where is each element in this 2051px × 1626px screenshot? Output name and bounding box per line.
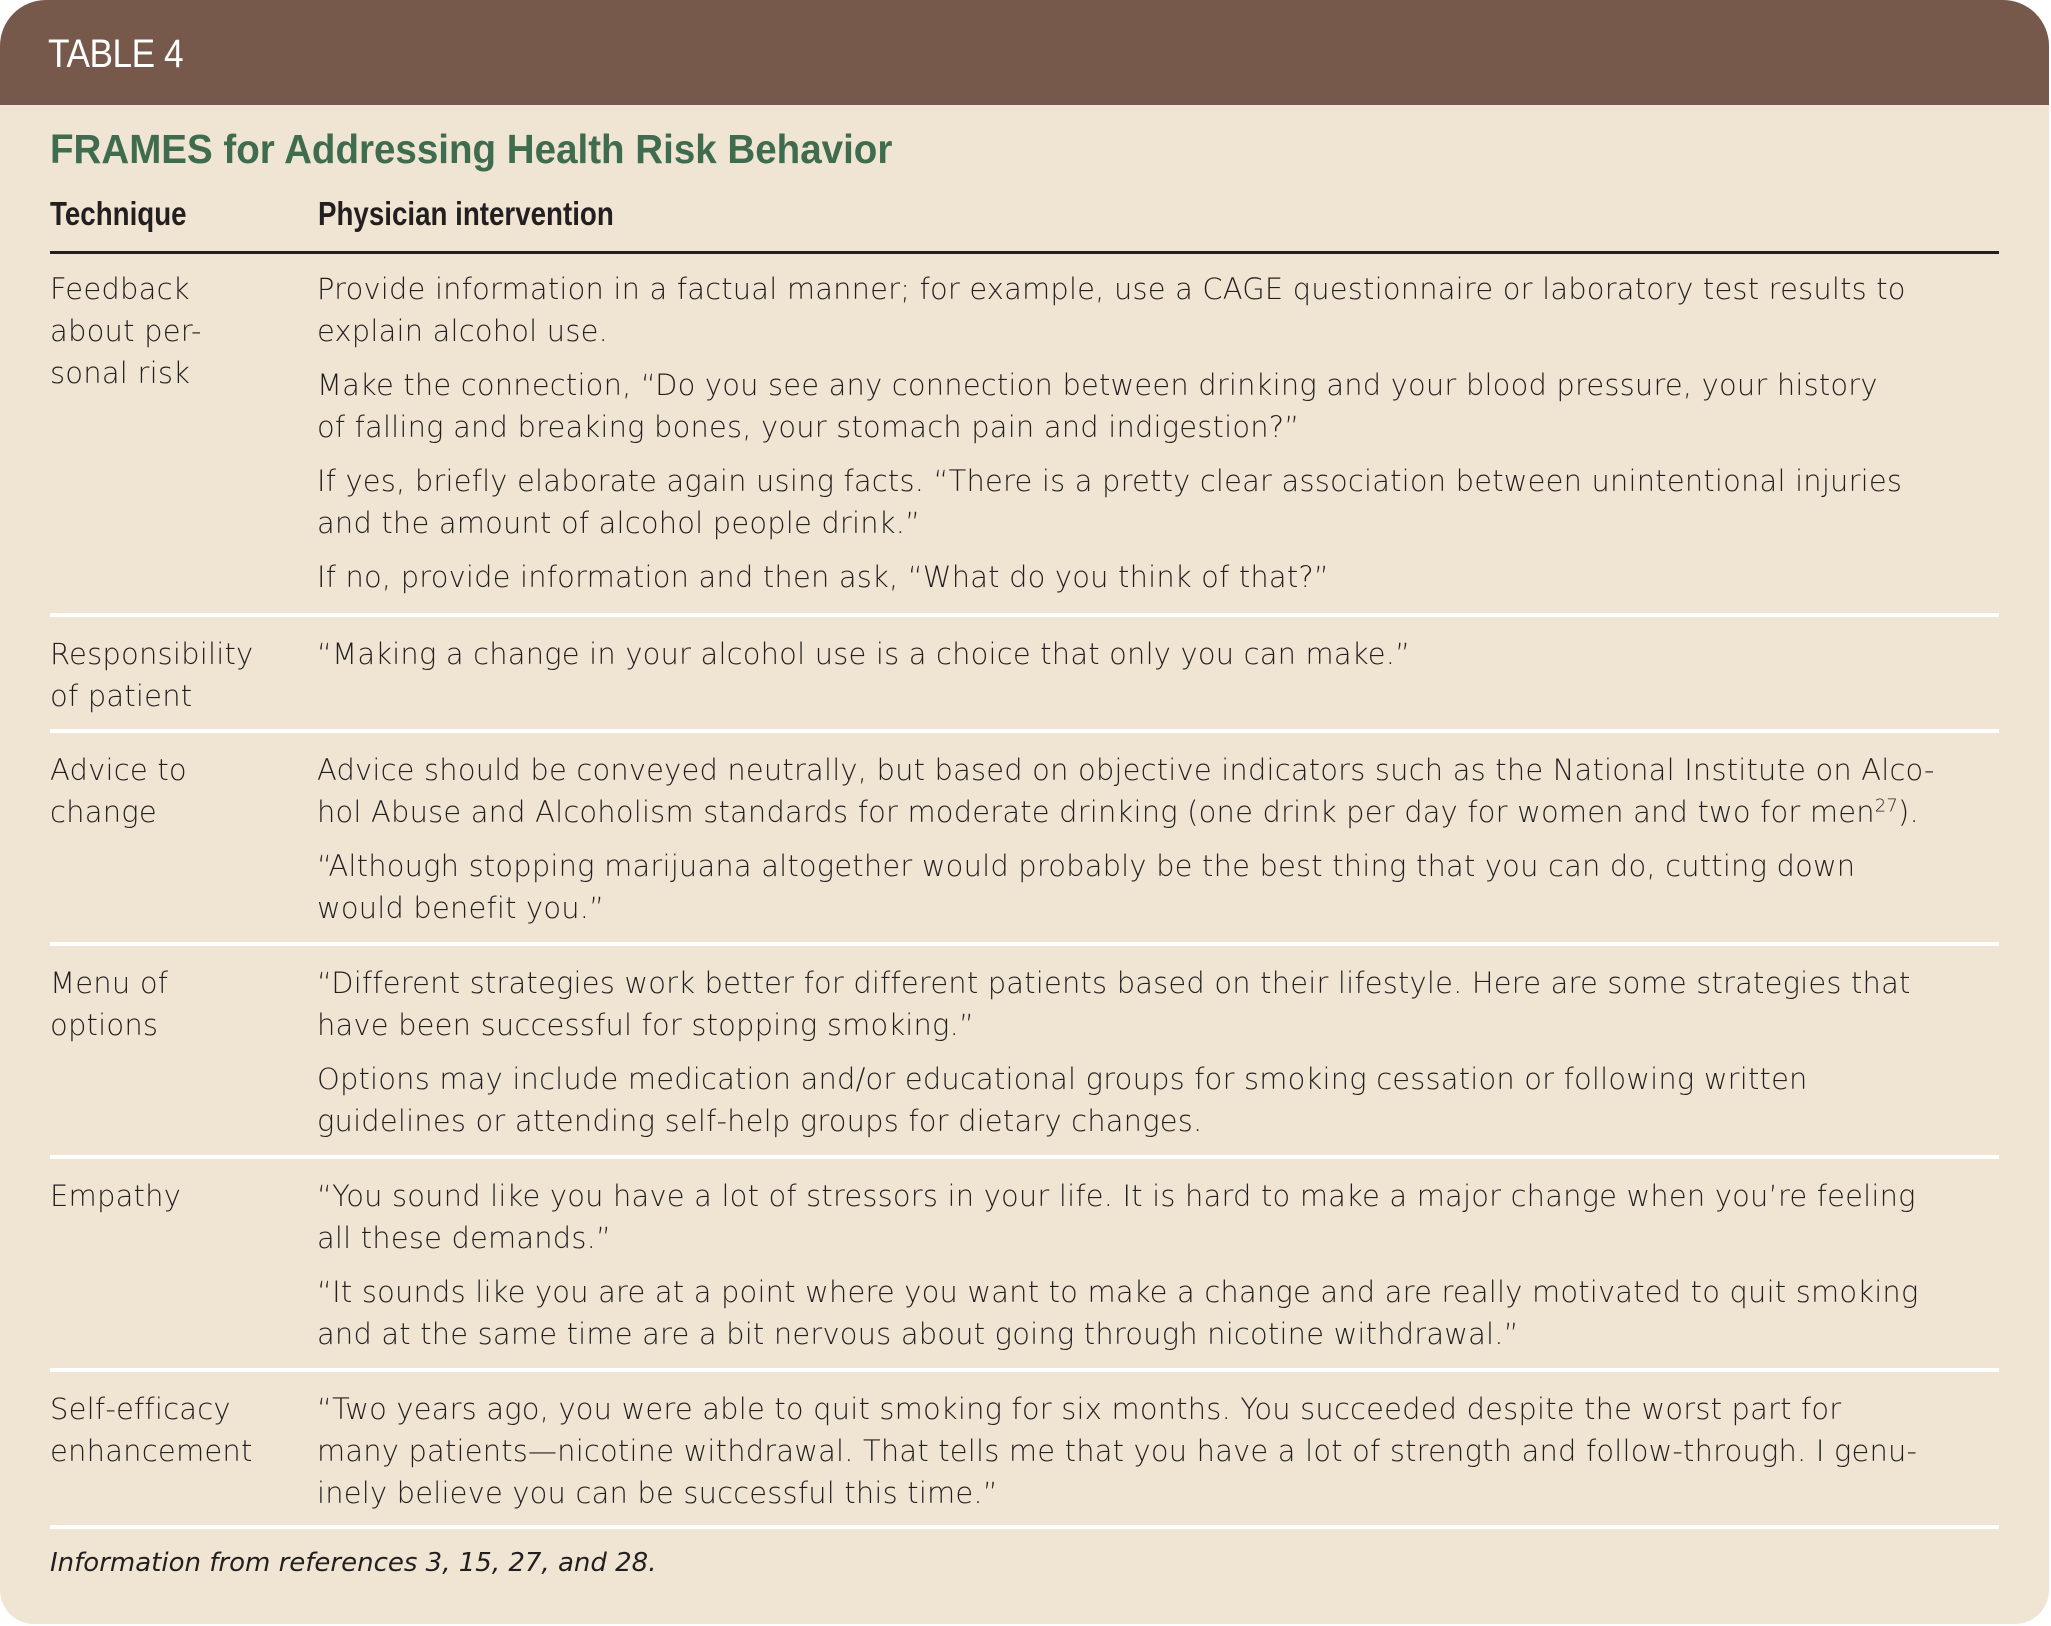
table-header-bar <box>0 0 2049 105</box>
row-separator <box>50 729 1999 733</box>
row-separator <box>50 613 1999 617</box>
technique-line: Empathy <box>50 1179 182 1213</box>
paragraph-line: If yes, briefly elaborate again using facts. “There is a pretty clear association between unintentional injuries <box>317 464 1903 498</box>
intervention-paragraph <box>317 1271 2007 1355</box>
intervention-paragraph <box>317 268 2007 352</box>
row-self-efficacy-intervention <box>317 1388 2007 1526</box>
row-menu-technique <box>50 962 305 1046</box>
row-advice-intervention <box>317 749 2007 941</box>
row-advice-technique <box>50 749 305 833</box>
column-header-technique: Technique <box>50 195 187 232</box>
reference-superscript: 27 <box>1874 795 1899 817</box>
technique-line: change <box>50 795 157 829</box>
row-responsibility-technique <box>50 633 305 717</box>
paragraph-line: inely believe you can be successful this time.” <box>317 1476 998 1510</box>
paragraph-line: all these demands.” <box>317 1221 612 1255</box>
paragraph-line: many patients—nicotine withdrawal. That tells me that you have a lot of strength and follow-through. I genu- <box>317 1434 1918 1468</box>
row-responsibility-intervention <box>317 633 2007 687</box>
paragraph-line: Provide information in a factual manner; for example, use a CAGE questionnaire or laboratory test results to <box>317 272 1906 306</box>
row-separator <box>50 1525 1999 1529</box>
paragraph-line: “Different strategies work better for different patients based on their lifestyle. Here are some strategies that <box>317 966 1911 1000</box>
technique-line: Feedback <box>50 272 190 306</box>
header-rule <box>50 251 1999 254</box>
paragraph-line: “You sound like you have a lot of stressors in your life. It is hard to make a major change when you’re feeling <box>317 1179 1916 1213</box>
technique-line: of patient <box>50 679 193 713</box>
paragraph-line: explain alcohol use. <box>317 314 608 348</box>
paragraph-line: “Although stopping marijuana altogether would probably be the best thing that you can do, cutting down <box>317 849 1856 883</box>
paragraph-line: and the amount of alcohol people drink.” <box>317 506 921 540</box>
paragraph-line: and at the same time are a bit nervous about going through nicotine withdrawal.” <box>317 1317 1519 1351</box>
row-separator <box>50 1155 1999 1159</box>
paragraph-line: Options may include medication and/or educational groups for smoking cessation or following written <box>317 1062 1808 1096</box>
paragraph-line: Make the connection, “Do you see any connection between drinking and your blood pressure, your history <box>317 368 1878 402</box>
paragraph-line: guidelines or attending self-help groups for dietary changes. <box>317 1104 1203 1138</box>
intervention-paragraph <box>317 1175 2007 1259</box>
row-empathy-intervention <box>317 1175 2007 1367</box>
row-feedback-intervention <box>317 268 2007 610</box>
intervention-paragraph <box>317 633 2007 675</box>
paragraph-line: hol Abuse and Alcoholism standards for moderate drinking (one drink per day for women and two for men <box>317 795 1875 829</box>
paragraph-line: “It sounds like you are at a point where you want to make a change and are really motivated to quit smoking <box>317 1275 1919 1309</box>
intervention-paragraph <box>317 749 2007 833</box>
row-separator <box>50 1368 1999 1372</box>
technique-line: Advice to <box>50 753 187 787</box>
technique-line: Self-efficacy <box>50 1392 231 1426</box>
intervention-paragraph <box>317 1058 2007 1142</box>
intervention-paragraph <box>317 460 2007 544</box>
technique-line: sonal risk <box>50 356 191 390</box>
table-footnote: Information from references 3, 15, 27, and 28. <box>50 1548 657 1578</box>
paragraph-line: If no, provide information and then ask, “What do you think of that?” <box>317 560 1330 594</box>
intervention-paragraph <box>317 556 2007 598</box>
intervention-paragraph <box>317 1388 2007 1514</box>
row-feedback-technique <box>50 268 305 394</box>
table-title: FRAMES for Addressing Health Risk Behavior <box>50 126 893 172</box>
paragraph-line: Advice should be conveyed neutrally, but based on objective indicators such as the National Institute on Alco- <box>317 753 1935 787</box>
paragraph-line: “Making a change in your alcohol use is a choice that only you can make.” <box>317 637 1411 671</box>
technique-line: options <box>50 1008 159 1042</box>
paragraph-line: would benefit you.” <box>317 891 605 925</box>
paragraph-line: have been successful for stopping smoking.” <box>317 1008 975 1042</box>
row-menu-intervention <box>317 962 2007 1154</box>
table-label: TABLE 4 <box>48 32 184 76</box>
row-self-efficacy-technique <box>50 1388 305 1472</box>
paragraph-line-suffix: ). <box>1898 795 1919 829</box>
paragraph-line: “Two years ago, you were able to quit smoking for six months. You succeeded despite the worst part for <box>317 1392 1842 1426</box>
technique-line: enhancement <box>50 1434 253 1468</box>
row-separator <box>50 942 1999 946</box>
row-empathy-technique <box>50 1175 305 1217</box>
column-header-intervention: Physician intervention <box>318 195 614 232</box>
intervention-paragraph <box>317 364 2007 448</box>
technique-line: Menu of <box>50 966 169 1000</box>
paragraph-line: of falling and breaking bones, your stomach pain and indigestion?” <box>317 410 1300 444</box>
technique-line: about per- <box>50 314 202 348</box>
technique-line: Responsibility <box>50 637 254 671</box>
intervention-paragraph <box>317 845 2007 929</box>
intervention-paragraph <box>317 962 2007 1046</box>
